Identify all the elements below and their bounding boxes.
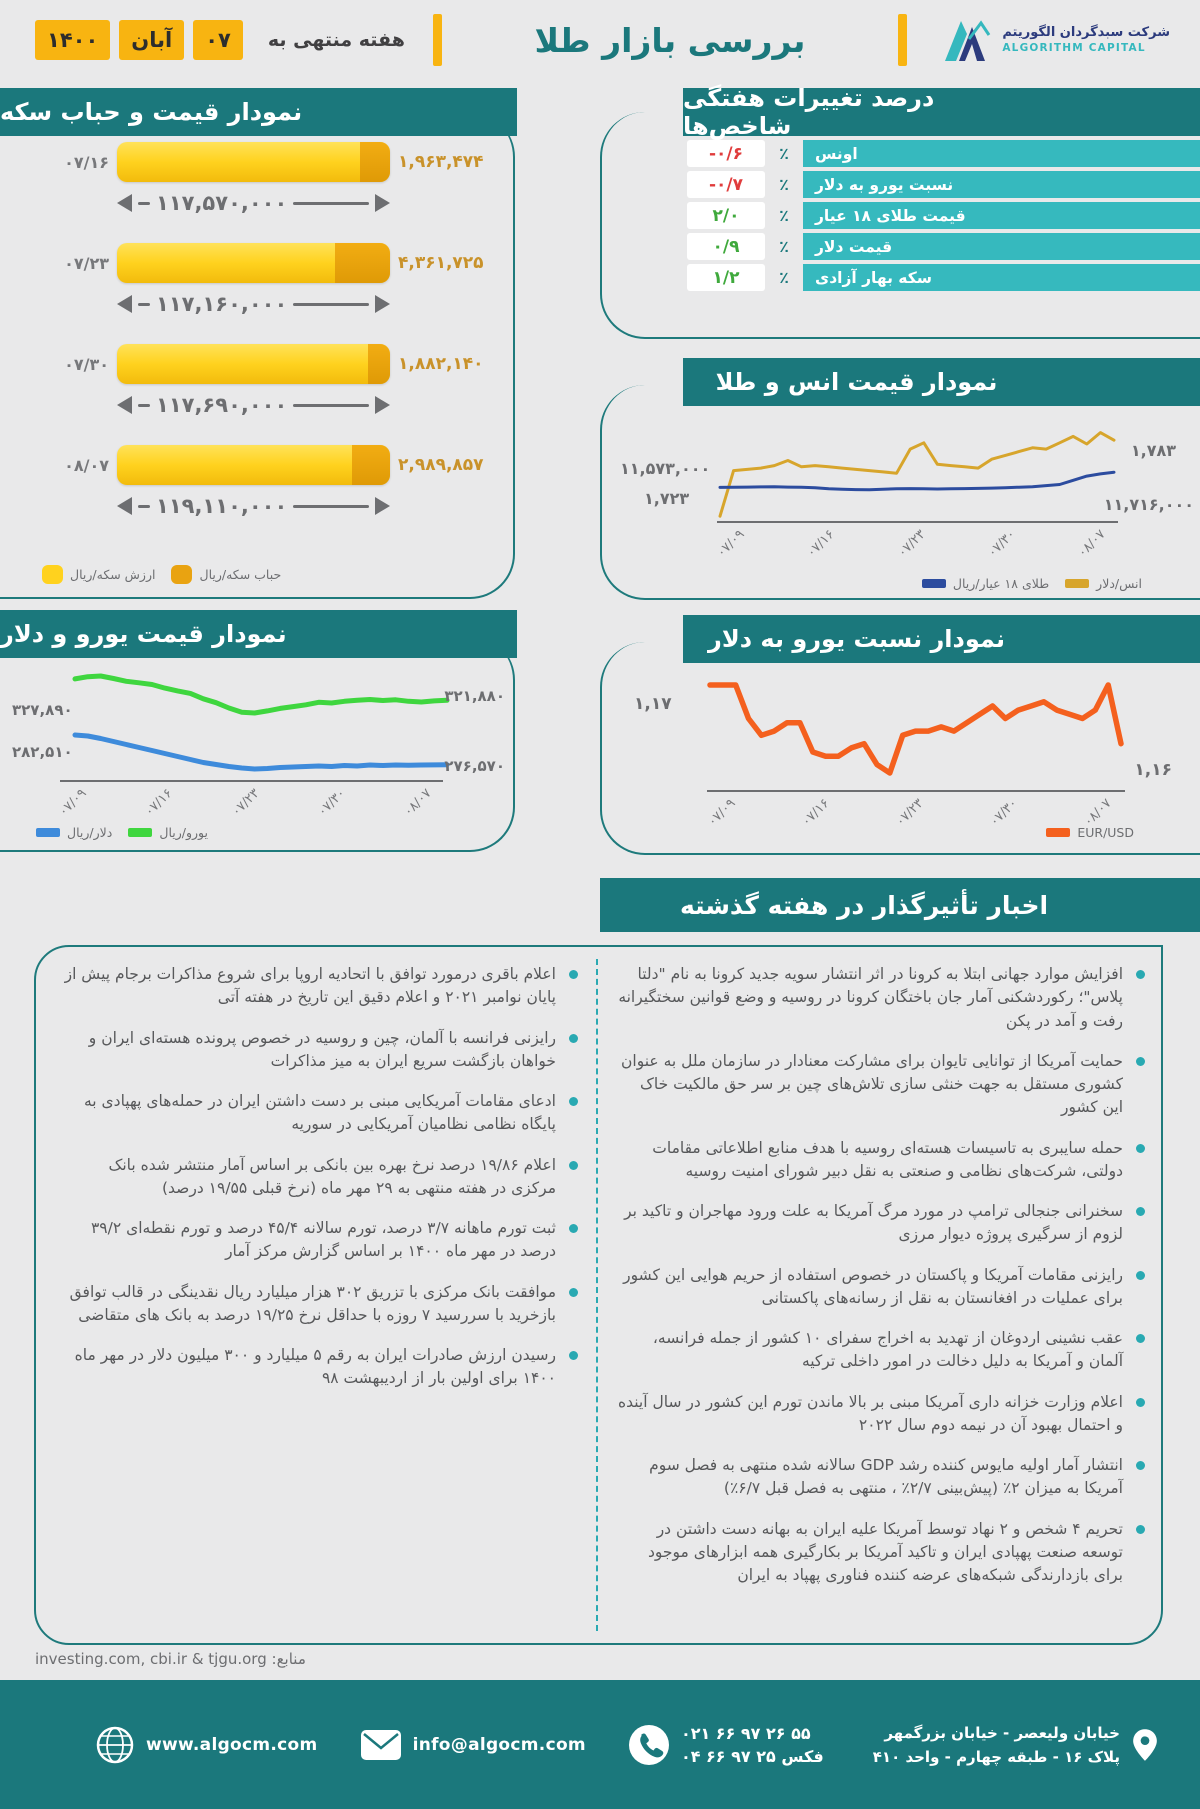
weekly-row (687, 140, 1200, 167)
news-item (60, 1027, 580, 1074)
page-title: بررسی بازار طلا (534, 20, 806, 60)
arrow-right-icon (375, 295, 390, 313)
weekly-value: ۰/۹ (687, 233, 765, 260)
weekly-changes-title: درصد تغییرات هفتگی شاخص‌ها (683, 84, 935, 140)
news-item (615, 963, 1147, 1033)
logo-mark-icon (939, 17, 993, 63)
price-arrow (117, 292, 390, 316)
coin-price: ۱۱۹,۱۱۰,۰۰۰ (156, 494, 288, 518)
logo-name-fa: شرکت سبدگردان الگوریتم (1002, 25, 1170, 41)
legend-swatch (171, 565, 192, 584)
legend-item (171, 565, 287, 584)
gold-x-ticks (714, 525, 1118, 575)
bullet-icon (569, 1161, 578, 1170)
x-tick-label: ۰۷/۳۰ (314, 786, 349, 820)
gold-legend (922, 576, 1148, 591)
envelope-icon (360, 1729, 402, 1761)
arrow-line (293, 404, 369, 407)
bubble-tip (360, 142, 390, 182)
weekly-value: -۰/۷ (687, 171, 765, 198)
bullet-icon (569, 1097, 578, 1106)
news-item (615, 1200, 1147, 1247)
news-col-left (60, 963, 580, 1408)
bullet-icon (569, 1224, 578, 1233)
sources-value: investing.com, cbi.ir & tjgu.org (35, 1650, 267, 1668)
arrow-line (138, 202, 150, 205)
date-chip-day: ۰۷ (193, 20, 243, 60)
divider-bar-right (898, 14, 907, 66)
eurusd-label-end: ۱,۱۶ (1134, 760, 1172, 780)
coin-bar (117, 243, 390, 283)
coin-bar (117, 142, 390, 182)
arrow-right-icon (375, 497, 390, 515)
news-item (615, 1454, 1147, 1501)
arrow-line (293, 505, 369, 508)
arrow-line (138, 505, 150, 508)
x-tick-label: ۰۷/۲۳ (894, 527, 929, 561)
price-arrow (117, 191, 390, 215)
ounce-label-left-bottom: ۱,۷۲۳ (644, 489, 690, 508)
arrow-left-icon (117, 497, 132, 515)
legend-label: ارزش سکه/ریال (70, 567, 156, 582)
weekly-row (687, 171, 1200, 198)
news-item (60, 1154, 580, 1201)
euro-label-start: ۳۲۷,۸۹۰ (12, 701, 73, 719)
weekly-rows (687, 140, 1200, 295)
percent-sign: ٪ (779, 237, 789, 256)
news-item (60, 1344, 580, 1391)
bullet-icon (1136, 1334, 1145, 1343)
logo-name-en: ALGORITHM CAPITAL (1002, 41, 1146, 54)
dollar-label-start: ۲۸۲,۵۱۰ (12, 743, 73, 761)
location-pin-icon (1130, 1725, 1160, 1765)
news-item (60, 1090, 580, 1137)
arrow-line (293, 202, 369, 205)
weekly-label-bar (803, 171, 1200, 198)
news-text: ادعای مقامات آمریکایی مبنی بر دست داشتن ایران در حمله‌های پهپادی به پایگاه نظامی نظامیان آمریکایی در سوریه (84, 1092, 556, 1134)
news-item (615, 1327, 1147, 1374)
coin-chart-title: نمودار قیمت و حباب سکه (0, 98, 303, 126)
sources (35, 1650, 306, 1668)
header (0, 0, 1200, 80)
x-tick-label: ۰۷/۳۰ (987, 796, 1021, 830)
news-text: حمایت آمریکا از توانایی تایوان برای مشارکت معنادار در سازمان ملل به عنوان کشوری مستقل به جهت خنثی سازی تلاش‌های چین بر سر حق مالکیت خاک این کشور (621, 1051, 1123, 1117)
divider-bar-left (433, 14, 442, 66)
eurusd-title: نمودار نسبت یورو به دلار (708, 625, 1005, 653)
news-text: انتشار آمار اولیه مایوس کننده رشد GDP سالانه شده منتهی به فصل سوم آمریکا به میزان ۲٪ (پیش‌بینی ۲/۷٪ ، منتهی به فصل قبل ۶/۷٪) (649, 1456, 1123, 1498)
coin-bar-row (0, 142, 513, 182)
legend-label: طلای ۱۸ عیار/ریال (952, 576, 1050, 591)
x-tick-label: ۰۷/۰۹ (714, 527, 748, 561)
gold-x-axis (717, 521, 1118, 523)
coin-price: ۱۱۷,۵۷۰,۰۰۰ (156, 191, 288, 215)
weekly-label: قیمت طلای ۱۸ عیار (815, 206, 966, 225)
coin-chart-panel (0, 112, 515, 599)
gold-chart-panel (600, 385, 1200, 600)
news-item (60, 1281, 580, 1328)
x-tick-label: ۰۷/۱۶ (799, 796, 833, 830)
bubble-tip (368, 344, 390, 384)
weekly-value: ۱/۲ (687, 264, 765, 291)
series-line (720, 433, 1114, 517)
news-item (60, 1217, 580, 1264)
news-text: سخنرانی جنجالی ترامپ در مورد مرگ آمریکا به علت ورود مهاجران و تاکید بر لزوم از سرگیری پروژه دیوار مرزی (624, 1202, 1123, 1244)
weekly-changes-header (683, 84, 1200, 140)
news-item (615, 1518, 1147, 1588)
arrow-line (293, 303, 369, 306)
ounce-label-right-top: ۱,۷۸۳ (1130, 441, 1176, 460)
bullet-icon (1136, 1461, 1145, 1470)
eur-usd-rial-plot (72, 673, 450, 773)
series-line (75, 735, 447, 769)
fax-number: ۰۴ ۶۶ ۹۷ ۲۵ فکس (680, 1746, 824, 1766)
legend-label: حباب سکه/ریال (199, 567, 282, 582)
bubble-value: ۴,۳۶۱,۷۲۵ (398, 253, 484, 273)
x-tick-label: ۰۸/۰۷ (1075, 527, 1109, 561)
bullet-icon (569, 1034, 578, 1043)
dollar-label-end: ۲۷۶,۵۷۰ (444, 757, 505, 775)
news-text: افزایش موارد جهانی ابتلا به کرونا در اثر انتشار سویه جدید کرونا به نام "دلتا پلاس"؛ رکوردشکنی آمار جان باختگان کرونا در روسیه و وضع قوانین سختگیرانه رفت و آمد در پکن (618, 965, 1123, 1030)
news-text: حمله سایبری به تاسیسات هسته‌ای روسیه با هدف منابع اطلاعاتی مقامات دولتی، شرکت‌های نظامی و صنعتی به نقل دبیر شورای امنیت روسیه (652, 1138, 1123, 1180)
news-text: ثبت تورم ماهانه ۳/۷ درصد، تورم سالانه ۴۵/۴ درصد و تورم نقطه‌ای ۳۹/۲ درصد در مهر ماه ۱۴۰۰ بر اساس گزارش مرکز آمار (90, 1219, 556, 1261)
weekly-label-bar (803, 202, 1200, 229)
news-header (600, 878, 1200, 932)
series-line (720, 472, 1114, 490)
legend-swatch (36, 828, 60, 837)
gold-chart-header (683, 358, 1200, 406)
coin-date: ۰۷/۱۶ (64, 152, 109, 172)
bullet-icon (1136, 970, 1145, 979)
bullet-icon (1136, 1207, 1145, 1216)
eur-usd-rial-x-axis (60, 780, 443, 782)
website-group (95, 1725, 318, 1765)
arrow-left-icon (117, 396, 132, 414)
legend-swatch (1065, 579, 1089, 588)
percent-sign: ٪ (779, 206, 789, 225)
bullet-icon (569, 1288, 578, 1297)
x-tick-label: ۰۷/۱۶ (142, 786, 176, 820)
news-item (60, 963, 580, 1010)
news-text: موافقت بانک مرکزی با تزریق ۳۰۲ هزار میلیارد ریال نقدینگی در قالب توافق بازخرید با سررسید ۷ روزه با حداقل نرخ ۱۹/۲۵ درصد به بانک های متقاضی (69, 1282, 556, 1324)
news-text: تحریم ۴ شخص و ۲ نهاد توسط آمریکا علیه ایران به بهانه دست داشتن در توسعه صنعت پهپادی ایران و تاکید آمریکا بر بکارگیری همه ابزارهای موجود برای بازدارندگی شبکه‌های عرضه کننده فناوری پهپاد به ایران (648, 1519, 1123, 1584)
eur-usd-rial-title: نمودار قیمت یورو و دلار (0, 620, 287, 648)
eurusd-panel (600, 642, 1200, 855)
phone-group (628, 1724, 824, 1766)
bullet-icon (569, 1351, 578, 1360)
company-logo (935, 17, 1170, 63)
weekly-row (687, 264, 1200, 291)
x-tick-label: ۰۸/۰۷ (1081, 796, 1115, 830)
gold-label-right-bottom: ۱۱,۷۱۶,۰۰۰ (1103, 495, 1194, 514)
eur-usd-rial-legend (36, 825, 214, 840)
coin-date: ۰۸/۰۷ (64, 455, 109, 475)
coin-rows (0, 142, 513, 546)
coin-bar (117, 445, 390, 485)
news-col-right (615, 963, 1147, 1604)
legend-item (128, 825, 214, 840)
email-group (360, 1729, 586, 1761)
weekly-value: -۰/۶ (687, 140, 765, 167)
legend-item (1046, 825, 1140, 840)
news-column-divider (596, 959, 598, 1631)
bullet-icon (1136, 1144, 1145, 1153)
address-line1: خیابان ولیعصر - خیابان بزرگمهر (884, 1723, 1120, 1742)
eur-usd-rial-panel (0, 635, 515, 852)
coin-date: ۰۷/۲۳ (64, 253, 109, 273)
news-text: رسیدن ارزش صادرات ایران به رقم ۵ میلیارد و ۳۰۰ میلیون دلار در مهر ماه ۱۴۰۰ برای اولین بار از اردیبهشت ۹۸ (74, 1346, 556, 1388)
weekly-label-bar (803, 140, 1200, 167)
address-line2: پلاک ۱۶ - طبقه چهارم - واحد ۴۱۰ (872, 1747, 1120, 1766)
gold-chart-plot (717, 430, 1117, 518)
legend-item (36, 825, 118, 840)
footer (0, 1680, 1200, 1809)
percent-sign: ٪ (779, 144, 789, 163)
legend-label: EUR/USD (1077, 825, 1134, 840)
news-item (615, 1137, 1147, 1184)
coin-date: ۰۷/۳۰ (64, 354, 109, 374)
weekly-label: اونس (815, 144, 858, 163)
gold-chart-title: نمودار قیمت انس و طلا (715, 368, 998, 396)
legend-swatch (42, 565, 63, 584)
legend-label: یورو/ریال (159, 825, 208, 840)
weekly-label: نسبت یورو به دلار (815, 175, 954, 194)
address (873, 1721, 1160, 1769)
eurusd-plot (707, 680, 1124, 780)
phone-numbers (681, 1724, 824, 1766)
coin-bar-row (0, 344, 513, 384)
price-arrow (117, 494, 390, 518)
news-text: اعلام وزارت خزانه داری آمریکا مبنی بر بالا ماندن تورم این کشور در سال آینده و احتمال بهبود آن در نیمه دوم سال ۲۰۲۲ (618, 1392, 1123, 1434)
legend-item (1065, 576, 1148, 591)
x-tick-label: ۰۷/۲۳ (893, 796, 927, 830)
coin-chart-header (0, 88, 517, 136)
globe-icon (95, 1725, 135, 1765)
bubble-value: ۱,۸۸۲,۱۴۰ (398, 354, 484, 374)
bullet-icon (1136, 1525, 1145, 1534)
legend-label: انس/دلار (1096, 576, 1142, 591)
bullet-icon (1136, 1271, 1145, 1280)
arrow-line (138, 303, 150, 306)
coin-price: ۱۱۷,۶۹۰,۰۰۰ (156, 393, 288, 417)
arrow-right-icon (375, 194, 390, 212)
euro-label-end: ۳۲۱,۸۸۰ (444, 687, 505, 705)
weekly-row (687, 233, 1200, 260)
weekly-label: سکه بهار آزادی (815, 268, 932, 287)
arrow-line (138, 404, 150, 407)
weekly-label: قیمت دلار (815, 237, 893, 256)
news-title: اخبار تأثیرگذار در هفته گذشته (679, 890, 1049, 920)
percent-sign: ٪ (779, 175, 789, 194)
legend-item (42, 565, 161, 584)
x-tick-label: ۰۷/۳۰ (984, 527, 1019, 561)
gold-label-left-top: ۱۱,۵۷۳,۰۰۰ (620, 459, 711, 478)
eurusd-label-start: ۱,۱۷ (634, 694, 672, 714)
website: www.algocm.com (146, 1734, 318, 1755)
x-tick-label: ۰۷/۰۹ (56, 786, 90, 820)
bubble-tip (335, 243, 390, 283)
coin-price: ۱۱۷,۱۶۰,۰۰۰ (156, 292, 288, 316)
legend-swatch (922, 579, 946, 588)
bullet-icon (569, 970, 578, 979)
date-chip-year: ۱۴۰۰ (35, 20, 110, 60)
legend-swatch (128, 828, 152, 837)
bullet-icon (1136, 1398, 1145, 1407)
series-line (75, 676, 447, 713)
news-text: عقب نشینی اردوغان از تهدید به اخراج سفرای ۱۰ کشور از جمله فرانسه، آلمان و آمریکا به دلیل دخالت در امور داخلی ترکیه (652, 1329, 1123, 1371)
sources-label: منابع: (271, 1650, 306, 1668)
arrow-right-icon (375, 396, 390, 414)
bullet-icon (1136, 1057, 1145, 1066)
weekly-label-bar (803, 264, 1200, 291)
week-ending-label: هفته منتهی به (267, 29, 405, 51)
coin-bar-row (0, 243, 513, 283)
email: info@algocm.com (412, 1734, 586, 1755)
phone-icon (628, 1724, 670, 1766)
bubble-value: ۱,۹۶۳,۴۷۴ (398, 152, 484, 172)
bubble-value: ۲,۹۸۹,۸۵۷ (398, 455, 484, 475)
news-text: اعلام باقری درمورد توافق با اتحادیه اروپا برای شروع مذاکرات برجام پیش از پایان نوامبر ۲۰۲۱ و اعلام دقیق این تاریخ در هفته آتی (64, 965, 556, 1007)
weekly-label-bar (803, 233, 1200, 260)
legend-label: دلار/ریال (67, 825, 113, 840)
news-item (615, 1264, 1147, 1311)
legend-item (922, 576, 1055, 591)
series-line (710, 685, 1121, 773)
x-tick-label: ۰۸/۰۷ (400, 786, 435, 820)
weekly-row (687, 202, 1200, 229)
legend-swatch (1046, 828, 1070, 837)
news-item (615, 1391, 1147, 1438)
news-item (615, 1050, 1147, 1120)
news-text: رایزنی مقامات آمریکا و پاکستان در خصوص استفاده از حریم هوایی این کشور برای عملیات در افغانستان به نقل از رسانه‌های پاکستانی (623, 1265, 1123, 1307)
arrow-left-icon (117, 295, 132, 313)
date-chip-month: آبان (119, 20, 184, 60)
coin-bar-row (0, 445, 513, 485)
x-tick-label: ۰۷/۲۳ (228, 786, 263, 820)
news-text: رایزنی فرانسه با آلمان، چین و روسیه در خصوص پرونده هسته‌ای ایران و خواهان بازگشت سریع ایران به میز مذاکرات (88, 1028, 556, 1070)
arrow-left-icon (117, 194, 132, 212)
eurusd-legend (1046, 825, 1140, 840)
weekly-changes-panel (600, 112, 1200, 339)
percent-sign: ٪ (779, 268, 789, 287)
eur-usd-rial-header (0, 610, 517, 658)
eurusd-x-axis (707, 790, 1125, 792)
week-date (35, 20, 405, 60)
news-text: اعلام ۱۹/۸۶ درصد نرخ بهره بین بانکی بر اساس آمار منتشر شده بانک مرکزی در هفته منتهی به ۲۹ مهر ماه (نرخ قبلی ۱۹/۵۵ درصد) (108, 1155, 556, 1197)
coin-legend (42, 565, 287, 584)
coin-bar (117, 344, 390, 384)
news-panel (34, 945, 1163, 1645)
weekly-value: ۲/۰ (687, 202, 765, 229)
price-arrow (117, 393, 390, 417)
eurusd-header (683, 615, 1200, 663)
x-tick-label: ۰۷/۰۹ (705, 796, 739, 830)
x-tick-label: ۰۷/۱۶ (804, 527, 838, 561)
bubble-tip (352, 445, 390, 485)
logo-text (1002, 25, 1170, 54)
phone-number: ۰۲۱ ۶۶ ۹۷ ۲۶ ۵۵ (680, 1723, 811, 1743)
